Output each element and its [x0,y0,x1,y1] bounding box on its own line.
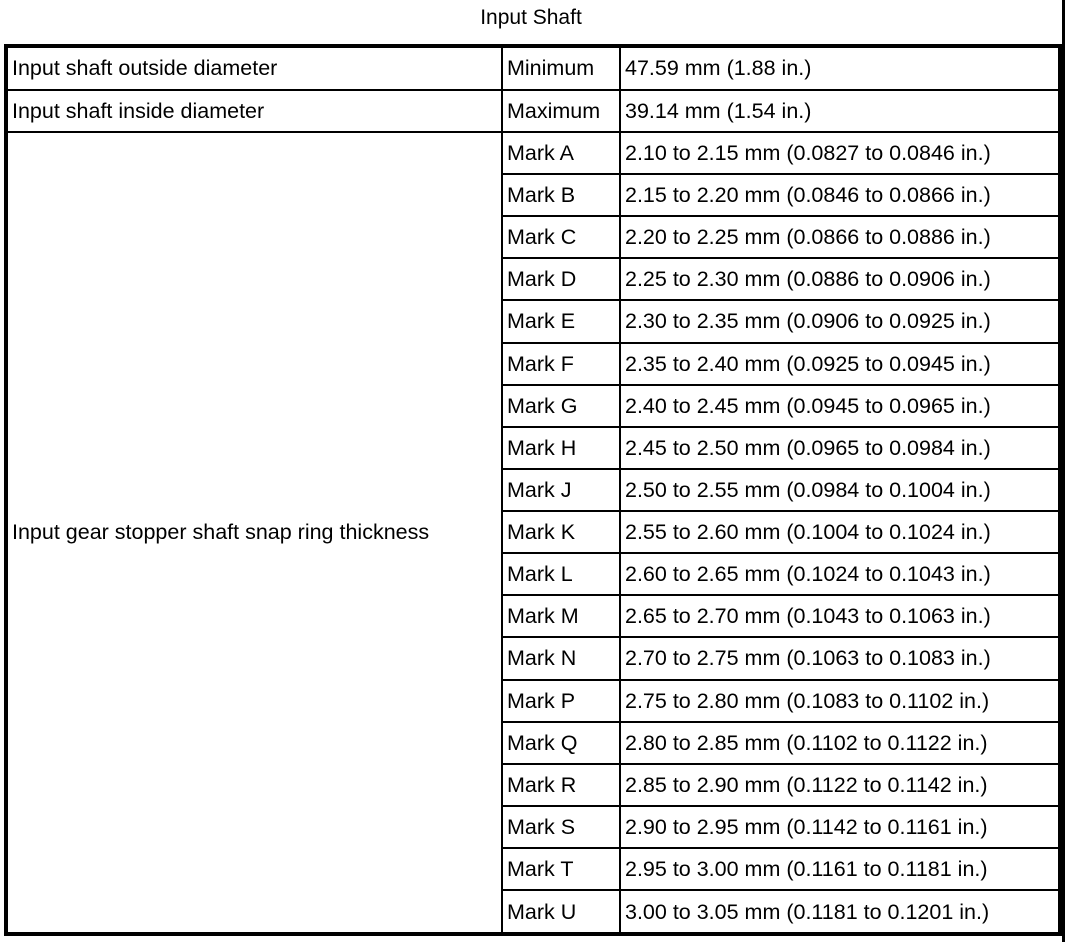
input-shaft-spec-table [4,44,1062,936]
value-cell: 2.45 to 2.50 mm (0.0965 to 0.0984 in.) [620,427,1060,469]
item-cell: Input shaft inside diameter [6,90,502,132]
spec-table-body [6,46,1060,934]
value-cell: 2.95 to 3.00 mm (0.1161 to 0.1181 in.) [620,848,1060,890]
condition-cell: Maximum [502,90,620,132]
condition-cell: Minimum [502,46,620,90]
mark-cell: Mark C [502,216,620,258]
value-cell: 2.10 to 2.15 mm (0.0827 to 0.0846 in.) [620,132,1060,174]
value-cell: 2.25 to 2.30 mm (0.0886 to 0.0906 in.) [620,258,1060,300]
mark-cell: Mark M [502,595,620,637]
mark-cell: Mark T [502,848,620,890]
value-cell: 2.85 to 2.90 mm (0.1122 to 0.1142 in.) [620,764,1060,806]
mark-cell: Mark F [502,343,620,385]
mark-cell: Mark D [502,258,620,300]
table-row [6,90,1060,132]
value-cell: 2.40 to 2.45 mm (0.0945 to 0.0965 in.) [620,385,1060,427]
mark-cell: Mark K [502,511,620,553]
value-cell: 2.70 to 2.75 mm (0.1063 to 0.1083 in.) [620,637,1060,679]
value-cell: 2.35 to 2.40 mm (0.0925 to 0.0945 in.) [620,343,1060,385]
value-cell: 2.65 to 2.70 mm (0.1043 to 0.1063 in.) [620,595,1060,637]
value-cell: 2.60 to 2.65 mm (0.1024 to 0.1043 in.) [620,553,1060,595]
value-cell: 2.55 to 2.60 mm (0.1004 to 0.1024 in.) [620,511,1060,553]
value-cell: 2.30 to 2.35 mm (0.0906 to 0.0925 in.) [620,300,1060,342]
value-cell: 47.59 mm (1.88 in.) [620,46,1060,90]
value-cell: 2.20 to 2.25 mm (0.0866 to 0.0886 in.) [620,216,1060,258]
table-row [6,46,1060,90]
value-cell: 39.14 mm (1.54 in.) [620,90,1060,132]
value-cell: 3.00 to 3.05 mm (0.1181 to 0.1201 in.) [620,890,1060,934]
mark-cell: Mark P [502,680,620,722]
value-cell: 2.75 to 2.80 mm (0.1083 to 0.1102 in.) [620,680,1060,722]
value-cell: 2.90 to 2.95 mm (0.1142 to 0.1161 in.) [620,806,1060,848]
mark-cell: Mark A [502,132,620,174]
item-cell: Input shaft outside diameter [6,46,502,90]
table-caption: Input Shaft [480,6,582,29]
mark-cell: Mark E [502,300,620,342]
page-border-line [1062,0,1065,942]
mark-cell: Mark R [502,764,620,806]
mark-cell: Mark G [502,385,620,427]
value-cell: 2.50 to 2.55 mm (0.0984 to 0.1004 in.) [620,469,1060,511]
mark-cell: Mark H [502,427,620,469]
mark-cell: Mark S [502,806,620,848]
value-cell: 2.80 to 2.85 mm (0.1102 to 0.1122 in.) [620,722,1060,764]
mark-cell: Mark J [502,469,620,511]
mark-cell: Mark L [502,553,620,595]
mark-cell: Mark B [502,174,620,216]
table-row [6,132,1060,174]
snap-ring-item-cell: Input gear stopper shaft snap ring thickness [6,132,502,934]
mark-cell: Mark N [502,637,620,679]
mark-cell: Mark Q [502,722,620,764]
value-cell: 2.15 to 2.20 mm (0.0846 to 0.0866 in.) [620,174,1060,216]
mark-cell: Mark U [502,890,620,934]
